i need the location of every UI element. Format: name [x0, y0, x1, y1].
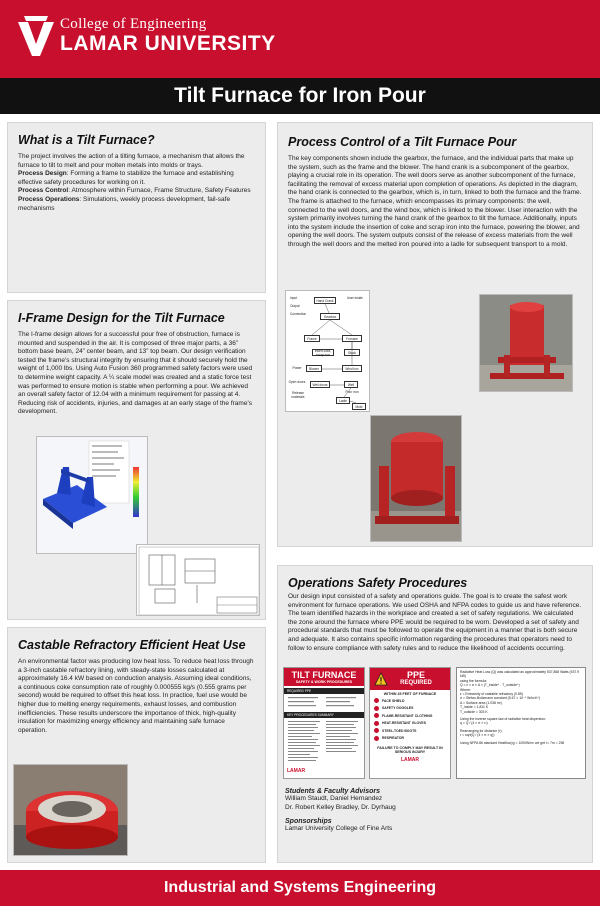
diagram-mold: Mold — [352, 403, 366, 410]
sheet1-footer: LAMAR — [287, 768, 306, 774]
calc-line: Radiative Heat Loss (Q) was calculated as approximately 537,868 Watts (537.9 kW) — [460, 670, 580, 679]
diagram-pour: Pour iron — [342, 389, 362, 395]
control-body: The key components shown include the gearbox, the furnace, and the individual parts that make up the system, such as the frame and the blower. The hand crank is a subcomponent of the gearbox, playing a crucial role in its operation. The well doors serve as another subcomponent of the furnace, facilitating the removal of excess material upon completion of operations. As depicted in the diagram, the hand crank is connected to the gearbox, which is, in turn, linked to both the furnace and the frame. The frame is attached to the furnace, which encompasses its primary components: the well, connected to the well doors, and the wind box, which is linked to the blower. User interaction with the system primarily involves turning the hand crank of the gearbox to tilt the furnace. Additionally, inputs into the system include the insertion of coke and scrap iron into the furnace, powering the blower, and opening the well doors. The system outputs consist of the release of excess materials from the well through the well doors and the melted iron poured into a ladle for subsequent transport to a mold. — [288, 155, 582, 248]
calc-line: using the formula: — [460, 678, 487, 683]
diagram-output: Output — [290, 303, 310, 309]
ppe-icon — [374, 698, 379, 703]
design-text: : Forming a frame to stabilize the furnace and establishing effective safety procedures for working on it. — [18, 170, 234, 186]
sheet1-title: TILT FURNACE — [284, 668, 364, 680]
diagram-hand-crank: Hand Crank — [314, 297, 336, 304]
what-text — [18, 153, 255, 213]
furnace-assembled-photo — [370, 415, 462, 542]
diagram-well: Well — [344, 381, 358, 388]
ppe-item — [374, 698, 446, 703]
calc-line: T_inside = 1,811 K — [460, 705, 489, 710]
sheet1-band-ppe: REQUIRED PPE — [284, 688, 364, 694]
safety-body: Our design input consisted of a safety and operations guide. The goal is to create the safest work environment for furnace operations. We used OSHA and NFPA codes to guide us and have reference. The team identified hazards in the workplace and created a set of safety regulations. We calculated the zone around the furnace where PPE would be required to be worn. Developed a set of safety and procedural standards that must be followed to operate the equipment in a manner that is both secure and adequate. It also contains specific information regarding the procedures that operators need to follow to ensure compliance with safety rules and to reduce the likelihood of accidents occurring. — [288, 593, 582, 652]
ppe-icon — [374, 728, 379, 733]
ppe-item-label: FLAME-RESISTANT CLOTHING — [382, 713, 433, 718]
calc-line: Using the inverse square law of radiative heat dispersion: — [460, 717, 546, 722]
iframe-body: The I-frame design allows for a successful pour free of obstruction, furnace is mounted and suspended in the air. It is composed of three major parts, a 36” bottom base beam, 24” center beam, and 13” top beam. Our design verification tested the frame’s structural integrity by ensuring that it should securely hold the weight of 1,000 lbs. Using Auto Fusion 360 programmed safety factors were used to determine weight capacity. A ¼ scale model was created and a static force test was performed to ensure motion is stable when performing a pour. We achieved an overall safety factor of 12.04 with a minimum requirement for passing at 4. Reducing risk of accidents, injuries, and damages at an early stage of the frame’s development. — [18, 331, 253, 416]
ops-text: : Simulations, weekly process development, fail-safe mechanisms — [18, 195, 231, 212]
diagram-gearbox: Gearbox — [320, 313, 340, 320]
ppe-item — [374, 736, 446, 741]
diagram-frame: Frame — [304, 335, 320, 342]
ppe-item-label: STEEL-TOED BOOTS — [382, 728, 417, 733]
ppe-item-label: HEAT-RESISTANT GLOVES — [382, 721, 426, 726]
ppe-required-sheet — [369, 667, 451, 779]
diagram-blower: Blower — [306, 365, 322, 372]
university-name: LAMAR UNIVERSITY — [60, 32, 276, 55]
people-block — [285, 788, 585, 834]
header-banner — [0, 0, 600, 78]
sheet2-title: PPE — [406, 670, 425, 680]
calc-line: A = Surface area (1.038 m²) — [460, 700, 502, 705]
calc-line: Q = ε × σ × A × (T_inside⁴ - T_outside⁴) — [460, 683, 520, 688]
diagram-furnace: Furnace — [342, 335, 362, 342]
heat-calculation-box — [456, 667, 586, 779]
refractory-body: An environmental factor was producing low heat loss. To reduce heat loss through a 3-inch castable refractory lining, with steady-state losses calculated at approximately 16.4 kW based on conduction analysis. Assuming ideal conditions, a continuous coke consumption rate of roughly 0.000555 kg/s (0.555 grams per second) would be required to offset this heat loss. In practice, fuel use would be higher due to melting energy requirements, exhaust losses, and combustion inefficiencies. These results underscore the importance of thick, high-quality insulation for maximizing energy efficiency and maintaining safe furnace operation. — [18, 658, 254, 734]
sheet1-band-procedures: KEY PROCEDURES SUMMARY — [284, 712, 364, 718]
calc-line: ε = Emissivity of castable refractory (0.85) — [460, 692, 523, 697]
ops-label: Process Operations — [18, 195, 80, 203]
calc-line: q = Q / (4 × π × r²) — [460, 721, 488, 726]
ppe-item — [374, 706, 446, 711]
warning-triangle-icon — [374, 672, 388, 686]
sheet2-footer: LAMAR — [400, 756, 420, 763]
people-heading: Students & Faculty Advisors — [285, 788, 381, 795]
sheet2-warning: FAILURE TO COMPLY MAY RESULT IN SERIOUS INJURY — [377, 745, 443, 755]
control-heading: Process Control of a Tilt Furnace Pour — [288, 135, 517, 149]
what-panel — [7, 122, 266, 293]
diagram-user-inside: User inside — [344, 295, 366, 301]
sheet2-title2: REQUIRED — [400, 680, 432, 686]
process-diagram — [285, 290, 370, 412]
diagram-insert: Insert coke, scrap iron — [312, 349, 334, 356]
sheet2-band: WITHIN 25 FEET OF FURNACE — [383, 692, 437, 696]
poster-title: Tilt Furnace for Iron Pour — [0, 78, 600, 114]
frame-drawing-image — [136, 544, 260, 616]
control-text: : Atmosphere within Furnace, Frame Structure, Safety Features — [68, 187, 251, 195]
calc-line: Using NFPA 86 standard Heatflux(q) = 1000W/m² we get r= 7m = 23ft — [460, 740, 565, 745]
calc-line: Where: — [460, 687, 471, 692]
what-heading: What is a Tilt Furnace? — [18, 133, 155, 147]
what-intro: The project involves the action of a tilting furnace, a mechanism that allows the furnace to tilt to melt and pour molten metals into molds or trays. — [18, 153, 245, 169]
ppe-item-list — [370, 698, 450, 741]
ppe-item-label: FACE SHIELD — [382, 698, 405, 703]
furnace-frame-photo — [479, 294, 573, 392]
students-names: William Staudt, Daniel Hernandez — [285, 795, 383, 802]
refractory-heading: Castable Refractory Efficient Heat Use — [18, 638, 246, 652]
ppe-icon — [374, 706, 379, 711]
diagram-release: Release materials — [288, 391, 308, 399]
diagram-wind-box: Wind box — [342, 365, 362, 372]
ppe-item — [374, 713, 446, 718]
diagram-open-doors: Open doors — [288, 380, 306, 384]
footer-banner: Industrial and Systems Engineering — [0, 870, 600, 906]
refractory-lining-photo — [13, 764, 128, 856]
ppe-item — [374, 721, 446, 726]
sponsor-heading: Sponsorships — [285, 818, 332, 825]
ppe-item-label: RESPIRATOR — [382, 736, 404, 741]
sheet1-subtitle: SAFETY & WORK PROCEDURES — [284, 680, 364, 686]
calc-line: T_outside = 303 K — [460, 709, 488, 714]
fusion-simulation-image — [36, 436, 148, 554]
diagram-well-doors: Well doors — [310, 381, 330, 388]
iframe-heading: I-Frame Design for the Tilt Furnace — [18, 311, 225, 325]
ppe-icon — [374, 736, 379, 741]
ppe-item-label: SAFETY GOGGLES — [382, 706, 414, 711]
safety-heading: Operations Safety Procedures — [288, 576, 468, 590]
calc-line: Rearranging for distance (r): — [460, 728, 503, 733]
control-label: Process Control — [18, 187, 69, 195]
college-name: College of Engineering — [60, 16, 207, 32]
advisors-names: Dr. Robert Kelley Bradley, Dr. Dyrhaug — [285, 803, 396, 811]
diagram-stack: Stack — [344, 349, 360, 356]
calc-line: r = sqrt(Q / (4 × π × q)) — [460, 733, 495, 738]
ppe-item — [374, 728, 446, 733]
diagram-ladle: Ladle — [336, 397, 350, 404]
diagram-connection: Connection — [290, 311, 314, 317]
ppe-icon — [374, 721, 379, 726]
lamar-logo-icon — [16, 14, 56, 60]
sponsor-name: Lamar University College of Fine Arts — [285, 825, 393, 832]
ppe-icon — [374, 713, 379, 718]
calc-line: σ = Stefan-Boltzmann constant (5.67 × 10⁻⁸ W/m²K⁴) — [460, 696, 541, 701]
safety-procedures-sheet — [283, 667, 365, 779]
diagram-power: Power — [290, 365, 304, 371]
diagram-input: Input — [290, 295, 310, 301]
design-label: Process Design — [18, 170, 67, 178]
